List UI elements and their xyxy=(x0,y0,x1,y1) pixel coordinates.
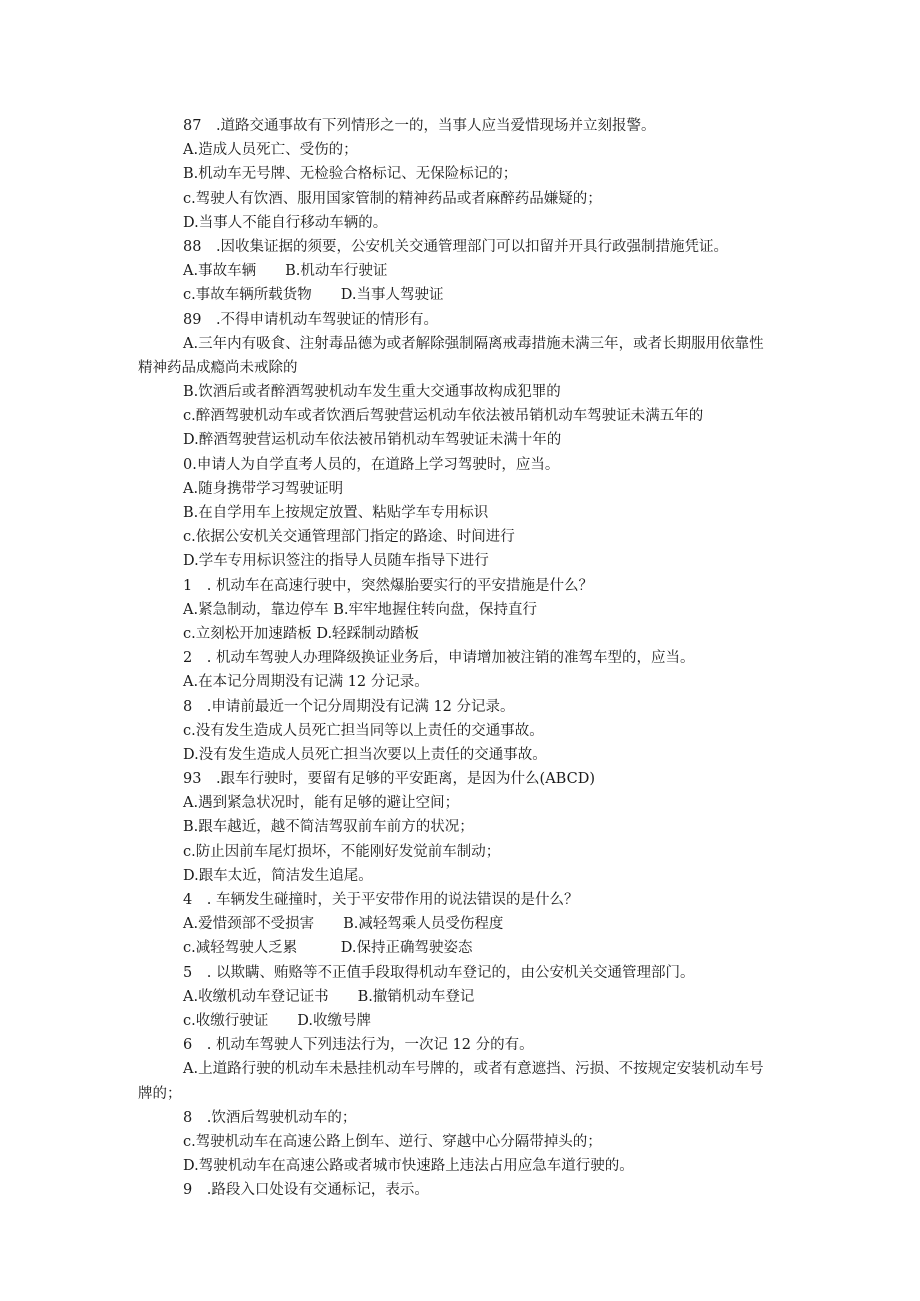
text-line: A.在本记分周期没有记满 12 分记录。 xyxy=(183,674,429,691)
text-line: 0.申请人为自学直考人员的，在道路上学习驾驶时，应当。 xyxy=(183,456,560,473)
text-line: B.跟车越近，越不简洁驾驭前车前方的状况； xyxy=(183,819,474,836)
text-line: c.没有发生造成人员死亡担当同等以上责任的交通事故。 xyxy=(183,722,544,739)
text-line: D.跟车太近，简洁发生追尾。 xyxy=(183,867,373,884)
text-line: 1 . 机动车在高速行驶中，突然爆胎要实行的平安措施是什么？ xyxy=(183,577,593,594)
text-line: A.爱惜颈部不受损害 B.减轻驾乘人员受伤程度 xyxy=(183,916,504,933)
text-line: D.醉酒驾驶营运机动车依法被吊销机动车驾驶证未满十年的 xyxy=(183,432,562,449)
text-line: D.没有发生造成人员死亡担当次要以上责任的交通事故。 xyxy=(183,746,547,763)
text-line: A.三年内有吸食、注射毒品德为或者解除强制隔离戒毒措施未满三年，或者长期服用依靠性精神药品成瘾尚未戒除的 xyxy=(138,335,764,376)
text-line: 88 .因收集证据的须要，公安机关交通管理部门可以扣留并开具行政强制措施凭证。 xyxy=(183,238,729,255)
text-line: B.饮酒后或者醉酒驾驶机动车发生重大交通事故构成犯罪的 xyxy=(183,384,561,401)
text-line: c.防止因前车尾灯损坏，不能刚好发觉前车制动； xyxy=(183,843,501,860)
text-line: 2 . 机动车驾驶人办理降级换证业务后，申请增加被注销的准驾车型的，应当。 xyxy=(183,650,695,667)
text-line: D.学车专用标识签注的指导人员随车指导下进行 xyxy=(183,553,489,570)
text-line: A.遇到紧急状况时，能有足够的避让空间； xyxy=(183,795,460,812)
text-line: c.驾驶人有饮酒、服用国家管制的精神药品或者麻醉药品嫌疑的； xyxy=(183,190,602,207)
text-line: 5 . 以欺瞒、贿赂等不正值手段取得机动车登记的，由公安机关交通管理部门。 xyxy=(183,964,695,981)
text-line: 93 .跟车行驶时，要留有足够的平安距离，是因为什么(ABCD) xyxy=(183,771,595,788)
text-line: B.在自学用车上按规定放置、粘贴学车专用标识 xyxy=(183,505,489,522)
text-line: c.收缴行驶证 D.收缴号牌 xyxy=(183,1012,371,1029)
text-line: 8 .申请前最近一个记分周期没有记满 12 分记录。 xyxy=(183,698,515,715)
text-line: c.事故车辆所载货物 D.当事人驾驶证 xyxy=(183,287,444,304)
text-line: A.造成人员死亡、受伤的； xyxy=(183,142,358,159)
text-line: 9 .路段入口处设有交通标记，表示。 xyxy=(183,1182,429,1199)
text-line: 89 .不得申请机动车驾驶证的情形有。 xyxy=(183,311,439,328)
text-line: c.驾驶机动车在高速公路上倒车、逆行、穿越中心分隔带掉头的； xyxy=(183,1133,602,1150)
text-line: B.机动车无号牌、无检验合格标记、无保险标记的； xyxy=(183,166,518,183)
document-body xyxy=(138,114,778,1203)
text-line: A.紧急制动，靠边停车 B.牢牢地握住转向盘，保持直行 xyxy=(183,601,537,618)
text-line: A.随身携带学习驾驶证明 xyxy=(183,480,344,497)
text-line: c.立刻松开加速踏板 D.轻踩制动踏板 xyxy=(183,625,420,642)
text-line: 87 .道路交通事故有下列情形之一的，当事人应当爱惜现场并立刻报警。 xyxy=(183,118,656,134)
text-line: 6 . 机动车驾驶人下列违法行为，一次记 12 分的有。 xyxy=(183,1037,534,1054)
text-line: 8 .饮酒后驾驶机动车的； xyxy=(183,1109,357,1126)
text-line: 4 . 车辆发生碰撞时，关于平安带作用的说法错误的是什么？ xyxy=(183,892,579,909)
text-line: A.事故车辆 B.机动车行驶证 xyxy=(183,263,388,280)
text-line: c.减轻驾驶人乏累 D.保持正确驾驶姿态 xyxy=(183,940,473,957)
text-line: A.收缴机动车登记证书 B.撤销机动车登记 xyxy=(183,988,475,1005)
text-line: D.驾驶机动车在高速公路或者城市快速路上违法占用应急车道行驶的。 xyxy=(183,1158,634,1175)
text-line: c.依据公安机关交通管理部门指定的路途、时间进行 xyxy=(183,529,515,546)
text-line: D.当事人不能自行移动车辆的。 xyxy=(183,214,388,231)
text-line: A.上道路行驶的机动车未悬挂机动车号牌的，或者有意遮挡、污损、不按规定安装机动车号牌的； xyxy=(138,1061,764,1102)
text-line: c.醉酒驾驶机动车或者饮酒后驾驶营运机动车依法被吊销机动车驾驶证未满五年的 xyxy=(183,408,704,425)
